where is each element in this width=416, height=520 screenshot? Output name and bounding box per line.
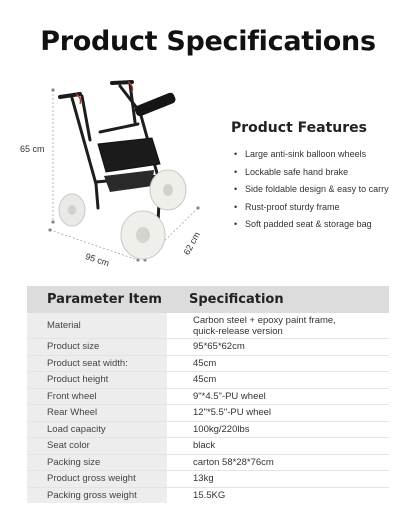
table-row: [27, 421, 389, 438]
storage-bag: [104, 170, 154, 192]
feature-text: Rust-proof sturdy frame: [245, 201, 340, 212]
rollator-illustration: [20, 72, 220, 272]
height-dimension-label: 65 cm: [20, 144, 45, 154]
value-cell: 45cm: [167, 372, 389, 389]
param-cell: Product gross weight: [27, 471, 167, 488]
bullet-icon: •: [234, 166, 238, 177]
table-row: [27, 471, 389, 488]
table-row: [27, 405, 389, 422]
rear-wheel-right: [150, 170, 186, 210]
param-cell: Product size: [27, 339, 167, 356]
param-cell: Material: [27, 313, 167, 339]
product-features: [231, 120, 411, 234]
length-dimension-label: 95 cm: [84, 251, 111, 269]
spec-table: [27, 286, 389, 503]
bullet-icon: •: [234, 184, 238, 194]
feature-item: [231, 216, 411, 234]
table-row: [27, 438, 389, 455]
feature-text: Side foldable design & easy to carry: [245, 184, 389, 194]
param-cell: Rear Wheel: [27, 405, 167, 422]
feature-item: [231, 164, 411, 182]
table-row: [27, 388, 389, 405]
value-cell: 9"*4.5"-PU wheel: [167, 388, 389, 405]
table-row: [27, 313, 389, 339]
value-cell: 15.5KG: [167, 487, 389, 503]
value-cell: 45cm: [167, 355, 389, 372]
value-cell: 100kg/220lbs: [167, 421, 389, 438]
features-title: Product Features: [231, 120, 367, 136]
table-row: [27, 355, 389, 372]
feature-item: [231, 181, 411, 199]
value-cell: 95*65*62cm: [167, 339, 389, 356]
table-row: [27, 454, 389, 471]
value-cell: black: [167, 438, 389, 455]
param-cell: Seat color: [27, 438, 167, 455]
feature-item: [231, 199, 411, 217]
feature-text: Soft padded seat & storage bag: [245, 219, 372, 229]
backrest: [134, 91, 177, 117]
table-row: [27, 487, 389, 503]
page-title: Product Specifications: [40, 26, 376, 57]
feature-item: [231, 146, 411, 164]
param-cell: Product height: [27, 372, 167, 389]
param-cell: Front wheel: [27, 388, 167, 405]
bullet-icon: •: [234, 149, 238, 159]
front-wheel: [121, 211, 165, 259]
rear-wheel-left: [59, 194, 85, 226]
value-cell: 12"*5.5"-PU wheel: [167, 405, 389, 422]
param-cell: Product seat width:: [27, 355, 167, 372]
param-cell: Packing gross weight: [27, 487, 167, 503]
table-row: [27, 372, 389, 389]
table-row: [27, 339, 389, 356]
value-cell: 13kg: [167, 471, 389, 488]
header-parameter-item: Parameter Item: [27, 286, 167, 313]
width-dimension-label: 62 cm: [181, 230, 202, 257]
param-cell: Load capacity: [27, 421, 167, 438]
seat: [98, 138, 160, 172]
feature-text: Lockable safe hand brake: [245, 166, 349, 177]
bullet-icon: •: [234, 201, 238, 212]
feature-text: Large anti-sink balloon wheels: [245, 149, 367, 159]
table-header-row: [27, 286, 389, 313]
value-cell: carton 58*28*76cm: [167, 454, 389, 471]
bullet-icon: •: [234, 219, 238, 229]
value-cell: Carbon steel + epoxy paint frame, quick-release version: [167, 313, 389, 339]
param-cell: Packing size: [27, 454, 167, 471]
header-specification: Specification: [167, 286, 389, 313]
